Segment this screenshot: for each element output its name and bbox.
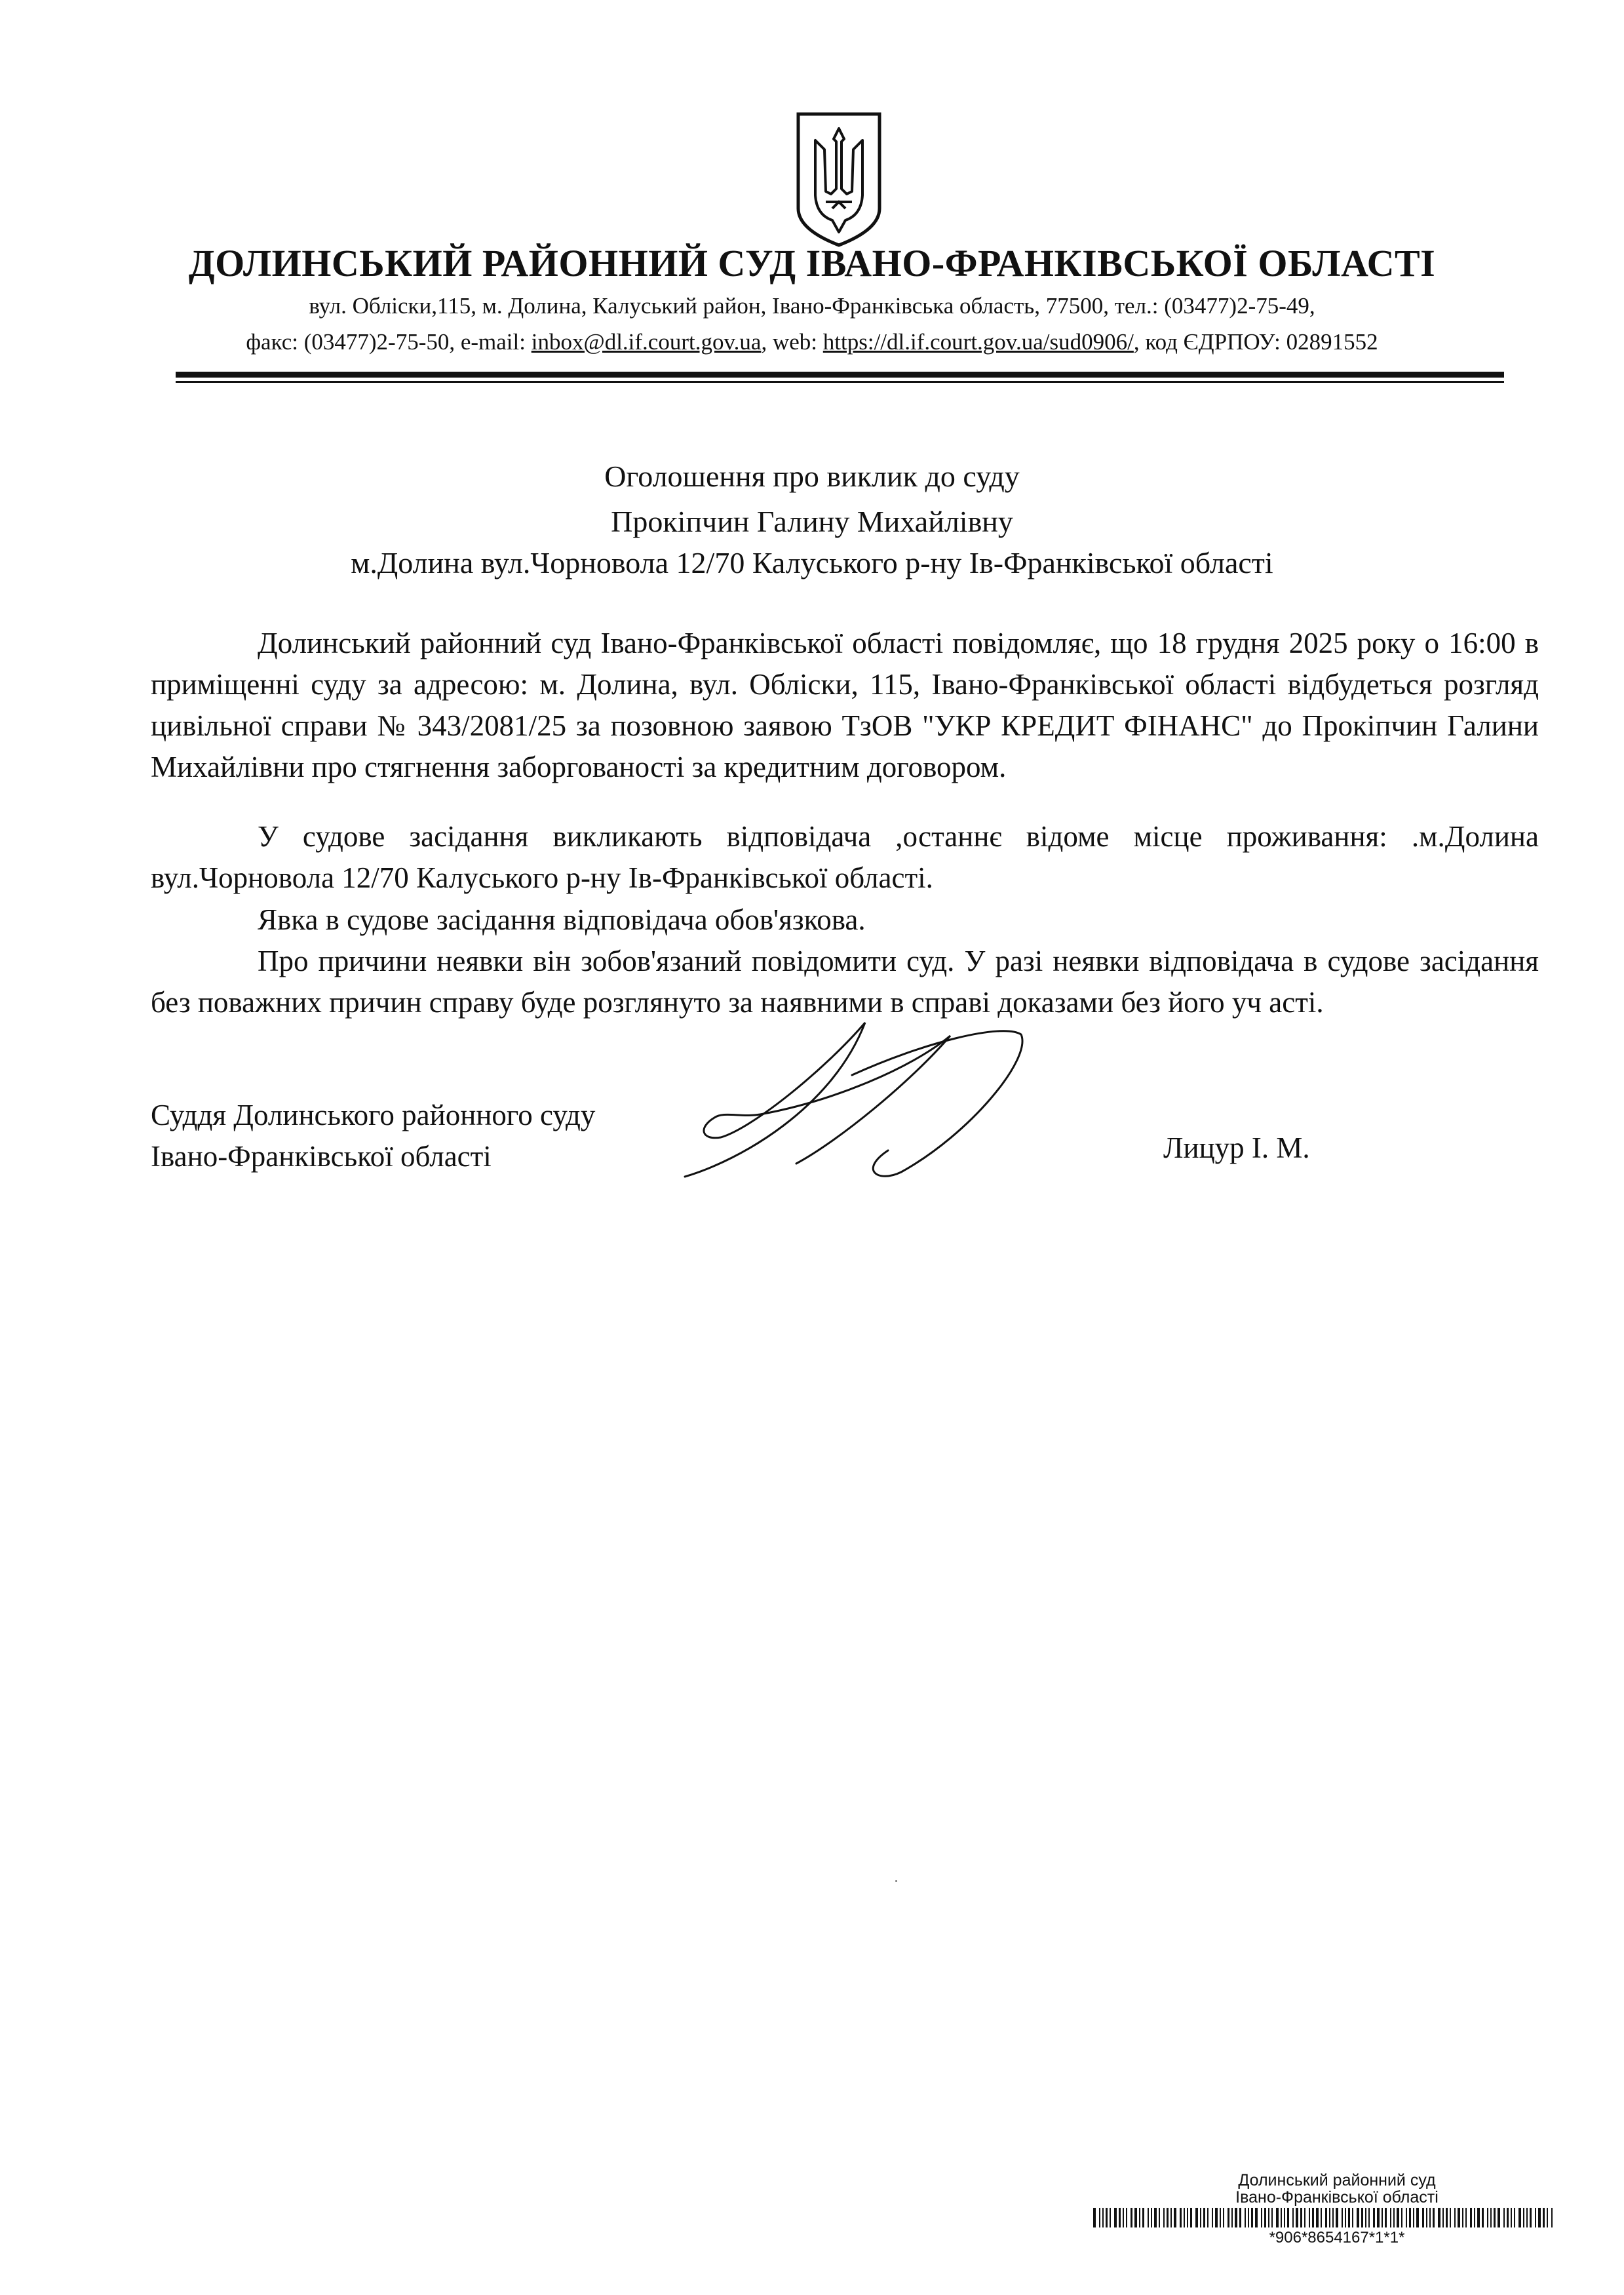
barcode-bar <box>1535 2208 1536 2227</box>
barcode-bar <box>1187 2208 1188 2227</box>
handwritten-signature <box>662 996 1035 1193</box>
barcode-bar <box>1139 2208 1140 2227</box>
barcode-bar <box>1433 2208 1435 2227</box>
barcode-bar <box>1409 2208 1411 2227</box>
barcode-bar <box>1450 2208 1451 2227</box>
barcode-bar <box>1336 2208 1338 2227</box>
barcode-bar <box>1547 2208 1548 2227</box>
barcode-bar <box>1126 2208 1127 2227</box>
barcode-bar <box>1329 2208 1330 2227</box>
barcode-bar <box>1454 2208 1456 2227</box>
barcode-bar <box>1190 2208 1192 2227</box>
barcode-bar <box>1429 2208 1431 2227</box>
barcode-bar <box>1357 2208 1359 2227</box>
barcode-bar <box>1184 2208 1185 2227</box>
barcode-bar <box>1195 2208 1198 2227</box>
judge-position-line1: Суддя Долинського районного суду <box>151 1099 596 1131</box>
barcode-bar <box>1093 2208 1096 2227</box>
barcode-bar <box>1170 2208 1172 2227</box>
barcode-bar <box>1131 2208 1132 2227</box>
barcode-bar <box>1462 2208 1463 2227</box>
barcode-bar <box>1487 2208 1488 2227</box>
barcode-bar <box>1321 2208 1322 2227</box>
barcode-bar <box>1309 2208 1310 2227</box>
court-contact-line <box>0 329 1624 355</box>
web-label: , web: <box>761 329 823 355</box>
barcode-bar <box>1365 2208 1366 2227</box>
barcode-bar <box>1239 2208 1241 2227</box>
barcode-bar <box>1426 2208 1427 2227</box>
edrpou-code: , код ЄДРПОУ: 02891552 <box>1133 329 1378 355</box>
barcode-bar <box>1342 2208 1343 2227</box>
barcode-bar <box>1223 2208 1224 2227</box>
barcode-bar <box>1119 2208 1121 2227</box>
body-paragraph-hearing: Долинський районний суд Івано-Франківської області повідомляє, що 18 грудня 2025 року о 16:00 в приміщенні суду за адресою: м. Долина, вул. Обліски, 115, Івано-Франківської області відбудеться розгляд цивільної справи № 343/2081/25 за позовною заявою ТзОВ "УКР КРЕДИТ ФІНАНС" до Прокіпчин Галини Михайлівни про стягнення заборгованості за кредитним договором. <box>151 627 1539 783</box>
barcode-bar <box>1368 2208 1370 2227</box>
barcode-bar <box>1325 2208 1327 2227</box>
barcode-bar <box>1490 2208 1492 2227</box>
barcode-bar <box>1300 2208 1302 2227</box>
barcode-bar <box>1401 2208 1402 2227</box>
barcode-bar <box>1255 2208 1258 2227</box>
barcode-bar <box>1373 2208 1375 2227</box>
barcode-bar <box>1543 2208 1545 2227</box>
barcode-bar <box>1248 2208 1249 2227</box>
barcode-bar <box>1296 2208 1298 2227</box>
barcode-bar <box>1377 2208 1380 2227</box>
announcement-title: Оголошення про виклик до суду <box>604 460 1020 493</box>
stamp-region: Івано-Франківської області <box>1235 2188 1439 2207</box>
addressee-address: м.Долина вул.Чорновола 12/70 Калуського р-ну Ів-Франківської області <box>351 546 1273 579</box>
barcode-bar <box>1514 2208 1515 2227</box>
stamp-code: *906*8654167*1*1* <box>1269 2229 1405 2246</box>
barcode-bar <box>1215 2208 1218 2227</box>
body-paragraph-summons: У судове засідання викликають відповідача ,останнє відоме місце проживання: .м.Долина вул.Чорновола 12/70 Калуського р-ну Ів-Франківської області. <box>151 820 1539 894</box>
barcode-bar <box>1228 2208 1229 2227</box>
barcode-bar <box>1099 2208 1100 2227</box>
judge-position <box>151 1095 595 1177</box>
header-divider-thin <box>176 381 1504 383</box>
barcode-bar <box>1511 2208 1512 2227</box>
barcode-bar <box>1163 2208 1165 2227</box>
barcode-bar <box>1551 2208 1553 2227</box>
barcode-bar <box>1352 2208 1353 2227</box>
barcode-bar <box>1110 2208 1111 2227</box>
barcode-bar <box>1159 2208 1160 2227</box>
barcode-bar <box>1271 2208 1273 2227</box>
barcode-bar <box>1284 2208 1285 2227</box>
barcode-bar <box>1465 2208 1467 2227</box>
barcode-bar <box>1134 2208 1137 2227</box>
barcode-bar <box>1416 2208 1419 2227</box>
barcode-bar <box>1518 2208 1521 2227</box>
barcode-bar <box>1151 2208 1152 2227</box>
barcode-bar <box>1167 2208 1169 2227</box>
stamp-court-name: Долинський районний суд <box>1238 2171 1436 2189</box>
body-paragraph-absence: Про причини неявки він зобов'язаний повідомити суд. У разі неявки відповідача в судове засідання без поважних причин справу буде розглянуто за наявними в справі доказами без його уч асті. <box>151 945 1539 1019</box>
coat-of-arms-icon <box>793 110 885 249</box>
barcode-bar <box>1123 2208 1124 2227</box>
barcode-bar <box>1304 2208 1305 2227</box>
barcode-bar <box>1397 2208 1399 2227</box>
barcode-bar <box>1482 2208 1484 2227</box>
barcode-icon <box>1093 2208 1556 2227</box>
barcode-bar <box>1526 2208 1528 2227</box>
website-link[interactable]: https://dl.if.court.gov.ua/sud0906/ <box>822 329 1134 355</box>
barcode-bar <box>1203 2208 1205 2227</box>
barcode-bar <box>1212 2208 1213 2227</box>
barcode-bar <box>1446 2208 1448 2227</box>
barcode-bar <box>1474 2208 1475 2227</box>
barcode-bar <box>1523 2208 1524 2227</box>
barcode-bar <box>1390 2208 1391 2227</box>
barcode-bar <box>1148 2208 1149 2227</box>
barcode-bar <box>1220 2208 1221 2227</box>
barcode-bar <box>1231 2208 1233 2227</box>
barcode-bar <box>1494 2208 1496 2227</box>
barcode-bar <box>1477 2208 1480 2227</box>
barcode-bar <box>1348 2208 1350 2227</box>
scan-speck <box>895 1880 897 1882</box>
barcode-bar <box>1287 2208 1289 2227</box>
barcode-bar <box>1292 2208 1294 2227</box>
barcode-bar <box>1264 2208 1266 2227</box>
judge-position-line2: Івано-Франківської області <box>151 1140 492 1173</box>
barcode-bar <box>1422 2208 1424 2227</box>
barcode-bar <box>1530 2208 1532 2227</box>
barcode-bar <box>1235 2208 1237 2227</box>
court-name-heading: ДОЛИНСЬКИЙ РАЙОННИЙ СУД ІВАНО-ФРАНКІВСЬКОЇ ОБЛАСТІ <box>188 242 1436 284</box>
barcode-bar <box>1498 2208 1500 2227</box>
barcode-bar <box>1538 2208 1541 2227</box>
barcode-bar <box>1438 2208 1440 2227</box>
barcode-bar <box>1316 2208 1319 2227</box>
barcode-bar <box>1470 2208 1472 2227</box>
barcode-bar <box>1102 2208 1104 2227</box>
barcode-bar <box>1114 2208 1117 2227</box>
barcode-bar <box>1385 2208 1387 2227</box>
barcode-bar <box>1458 2208 1460 2227</box>
barcode-bar <box>1251 2208 1253 2227</box>
barcode-bar <box>1406 2208 1407 2227</box>
header-divider-thick <box>176 372 1504 378</box>
barcode-bar <box>1361 2208 1363 2227</box>
barcode-bar <box>1345 2208 1346 2227</box>
barcode-bar <box>1276 2208 1279 2227</box>
barcode-bar <box>1382 2208 1383 2227</box>
judge-name: Лицур І. М. <box>1163 1131 1310 1164</box>
barcode-bar <box>1142 2208 1144 2227</box>
barcode-bar <box>1180 2208 1182 2227</box>
barcode-bar <box>1503 2208 1505 2227</box>
barcode-bar <box>1413 2208 1414 2227</box>
body-paragraph-attendance: Явка в судове засідання відповідача обов'язкова. <box>258 903 866 936</box>
barcode-bar <box>1207 2208 1208 2227</box>
email-link[interactable]: inbox@dl.if.court.gov.ua <box>531 329 762 355</box>
barcode-bar <box>1154 2208 1157 2227</box>
barcode-bar <box>1281 2208 1282 2227</box>
barcode-bar <box>1174 2208 1176 2227</box>
court-address-line: вул. Обліски,115, м. Долина, Калуський район, Івано-Франківська область, 77500, тел.: (03477)2-75-49, <box>309 293 1315 319</box>
barcode-bar <box>1106 2208 1108 2227</box>
barcode-bar <box>1442 2208 1444 2227</box>
barcode-bar <box>1200 2208 1201 2227</box>
addressee-name: Прокіпчин Галину Михайлівну <box>611 505 1013 538</box>
barcode-bar <box>1245 2208 1246 2227</box>
fax-label: факс: (03477)2-75-50, e-mail: <box>246 329 532 355</box>
barcode-bar <box>1332 2208 1334 2227</box>
barcode-bar <box>1507 2208 1509 2227</box>
barcode-bar <box>1393 2208 1395 2227</box>
barcode-bar <box>1261 2208 1262 2227</box>
barcode-bar <box>1268 2208 1269 2227</box>
barcode-bar <box>1312 2208 1314 2227</box>
